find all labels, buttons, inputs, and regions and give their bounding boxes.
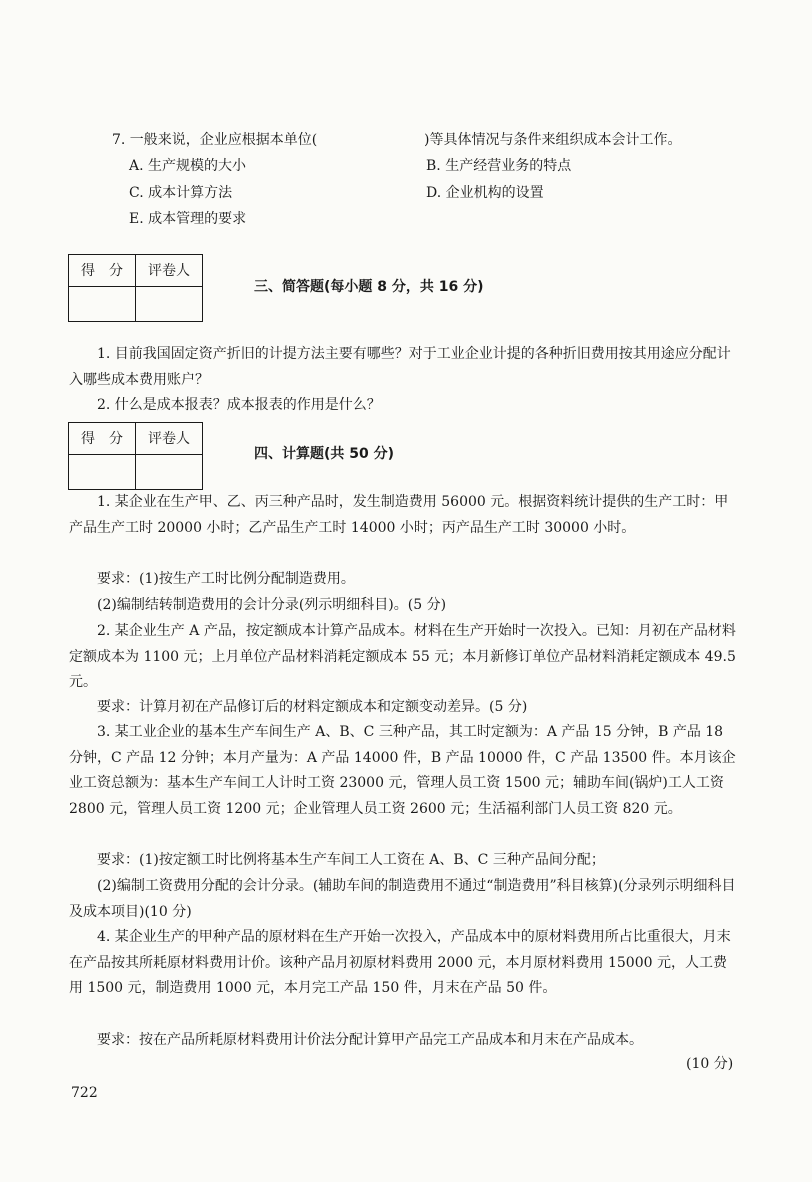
section-4-question-4: 4. 某企业生产的甲种产品的原材料在生产开始一次投入，产品成本中的原材料费用所占比重很大，月末在产品按其所耗原材料费用计价。该种产品月初原材料费用 2000 元，本月原材料费用 15000 元，人工费用 1500 元，制造费用 1000 元，本月完工产品 150 件，月末在产品 50 件。 [69, 929, 731, 996]
grader-cell [136, 455, 203, 490]
option-d: D. 企业机构的设置 [426, 185, 544, 201]
score-label: 得 分 [69, 255, 136, 287]
score-cell [69, 287, 136, 322]
section-4-question-4-requirement: 要求：按在产品所耗原材料费用计价法分配计算甲产品完工产品成本和月末在产品成本。 [97, 1032, 643, 1048]
section-4-question-1-requirement-1: 要求：(1)按生产工时比例分配制造费用。 [97, 571, 355, 587]
question-7-stem: 7. 一般来说，企业应根据本单位( [112, 132, 318, 148]
option-b: B. 生产经营业务的特点 [426, 158, 572, 174]
section-4-question-4-score: (10 分) [686, 1056, 734, 1072]
section-4-title: 四、计算题(共 50 分) [254, 446, 395, 462]
section-3-title: 三、简答题(每小题 8 分，共 16 分) [254, 279, 484, 295]
score-box-section-4 [68, 422, 203, 490]
section-4-question-3-requirement-1: 要求：(1)按定额工时比例将基本生产车间工人工资在 A、B、C 三种产品间分配； [97, 852, 605, 868]
score-box-section-3 [68, 254, 203, 322]
score-label: 得 分 [69, 423, 136, 455]
section-4-question-1-requirement-2: (2)编制结转制造费用的会计分录(列示明细科目)。(5 分) [97, 597, 447, 613]
grader-label: 评卷人 [136, 255, 203, 287]
section-4-question-2-requirement: 要求：计算月初在产品修订后的材料定额成本和定额变动差异。(5 分) [97, 699, 528, 715]
section-4-question-1: 1. 某企业在生产甲、乙、丙三种产品时，发生制造费用 56000 元。根据资料统计提供的生产工时：甲产品生产工时 20000 小时；乙产品生产工时 14000 小时；丙产品生产工时 30000 小时。 [69, 494, 729, 536]
option-a: A. 生产规模的大小 [129, 158, 247, 174]
question-7-stem-end: )等具体情况与条件来组织成本会计工作。 [424, 132, 682, 148]
section-4-question-2: 2. 某企业生产 A 产品，按定额成本计算产品成本。材料在生产开始时一次投入。已知：月初在产品材料定额成本为 1100 元；上月单位产品材料消耗定额成本 55 元；本月新修订单位产品材料消耗定额成本 49.5 元。 [69, 623, 736, 690]
page-number: 722 [71, 1085, 98, 1101]
section-4-question-3-requirement-2: (2)编制工资费用分配的会计分录。(辅助车间的制造费用不通过“制造费用”科目核算)(分录列示明细科目及成本项目)(10 分) [69, 878, 736, 920]
grader-cell [136, 287, 203, 322]
option-c: C. 成本计算方法 [129, 185, 233, 201]
section-4-question-3: 3. 某工业企业的基本生产车间生产 A、B、C 三种产品，其工时定额为：A 产品 15 分钟，B 产品 18 分钟，C 产品 12 分钟；本月产量为：A 产品 14000 件，B 产品 10000 件，C 产品 13500 件。本月该企业工资总额为：基本生产车间工人计时工资 23000 元，管理人员工资 1500 元；辅助车间(锅炉)工人工资 2800 元，管理人员工资 1200 元；企业管理人员工资 2600 元；生活福利部门人员工资 820 元。 [69, 724, 736, 817]
section-3-question-2: 2. 什么是成本报表？成本报表的作用是什么？ [97, 397, 381, 413]
grader-label: 评卷人 [136, 423, 203, 455]
option-e: E. 成本管理的要求 [129, 211, 247, 227]
section-3-question-1: 1. 目前我国固定资产折旧的计提方法主要有哪些？对于工业企业计提的各种折旧费用按其用途应分配计入哪些成本费用账户？ [69, 346, 731, 388]
score-cell [69, 455, 136, 490]
